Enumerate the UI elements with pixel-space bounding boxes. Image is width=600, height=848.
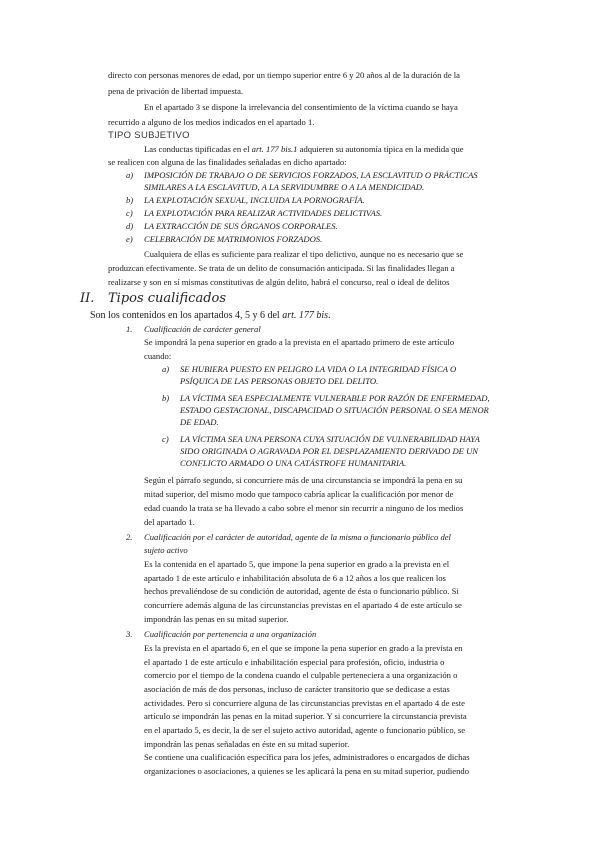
paragraph-line: organizaciones o asociaciones, a quienes se les aplicará la pena en su mitad superior, pudiendo <box>144 766 469 776</box>
list-item: PSÍQUICA DE LAS PERSONAS OBJETO DEL DELITO. <box>180 376 379 386</box>
item-title: Cualificación por pertenencia a una organización <box>144 629 317 639</box>
paragraph-line: Las conductas tipificadas en el art. 177 bis.1 adquieren su autonomía típica en la medida que <box>144 144 464 154</box>
list-item: DE EDAD. <box>180 417 219 427</box>
section-number: II. <box>80 291 95 306</box>
paragraph-line: concurriere además alguna de las circunstancias previstas en el apartado 4 de este artículo se <box>144 600 462 610</box>
paragraph-line: del apartado 1. <box>144 517 195 527</box>
paragraph-line: pena de privación de libertad impuesta. <box>108 86 244 96</box>
subheading-tipo-subjetivo: TIPO SUBJETIVO <box>108 130 190 141</box>
paragraph-line: en el apartado 5, es decir, la de ser el sujeto activo autoridad, agente o funcionario público, se <box>144 725 466 735</box>
item-number: 3. <box>126 629 133 639</box>
paragraph-line: Según el párrafo segundo, si concurriere más de una circunstancia se impondrá la pena en su <box>144 475 463 485</box>
paragraph-line: el apartado 1 de este artículo e inhabilitación especial para profesión, oficio, industria o <box>144 657 445 667</box>
paragraph-line: realizarse y son en sí mismas constitutivas de algún delito, habrá el concurso, real o ideal de delitos <box>108 277 450 287</box>
list-marker: c) <box>162 434 169 444</box>
paragraph-line: asociación de más de dos personas, incluso de carácter transitorio que se dedicase a estas <box>144 684 450 694</box>
paragraph-line: directo con personas menores de edad, por un tiempo superior entre 6 y 20 años al de la duración de la <box>108 70 460 80</box>
paragraph-line: cuando: <box>144 351 172 361</box>
list-marker: d) <box>126 221 134 231</box>
paragraph-line: En el apartado 3 se dispone la irrelevancia del consentimiento de la víctima cuando se haya <box>144 102 458 112</box>
item-title: sujeto activo <box>144 545 188 555</box>
list-marker: c) <box>126 208 133 218</box>
list-marker: b) <box>162 393 170 403</box>
list-item: CONFLICTO ARMADO O UNA CATÁSTROFE HUMANITARIA. <box>180 458 407 468</box>
paragraph-line: impondrán las penas señaladas en éste en su mitad superior. <box>144 739 350 749</box>
item-number: 2. <box>126 532 133 542</box>
list-item: SIDO ORIGINADA O AGRAVADA POR EL DESPLAZAMIENTO DERIVADO DE UN <box>180 446 479 456</box>
list-item: LA VÍCTIMA SEA UNA PERSONA CUYA SITUACIÓN DE VULNERABILIDAD HAYA <box>180 434 480 444</box>
paragraph-line: apartado 1 de este artículo e inhabilitación absoluta de 6 a 12 años a los que realicen los <box>144 573 446 583</box>
paragraph-line: produzcan efectivamente. Se trata de un delito de consumación anticipada. Si las finalidades llegan a <box>108 263 455 273</box>
list-marker: e) <box>126 234 133 244</box>
paragraph-line: actividades. Pero si concurriere alguna de las circunstancias previstas en el apartado 4 de este <box>144 698 465 708</box>
list-item: LA EXPLOTACIÓN PARA REALIZAR ACTIVIDADES DELICTIVAS. <box>144 208 383 218</box>
paragraph-line: artículo se impondrán las penas en la mitad superior. Y si concurriere la circunstancia prevista <box>144 711 467 721</box>
item-title: Cualificación de carácter general <box>144 324 261 334</box>
item-number: 1. <box>126 324 133 334</box>
list-item: ESTADO GESTACIONAL, DISCAPACIDAD O SITUACIÓN PERSONAL O SEA MENOR <box>180 405 489 415</box>
paragraph-line: Se contiene una cualificación específica para los jefes, administradores o encargados de dichas <box>144 752 470 762</box>
list-marker: a) <box>126 170 134 180</box>
list-item: LA EXTRACCIÓN DE SUS ÓRGANOS CORPORALES. <box>144 221 338 231</box>
paragraph-line: Se impondrá la pena superior en grado a la prevista en el apartado primero de este artículo <box>144 337 455 347</box>
article-reference: art. 177 bis <box>282 310 329 321</box>
paragraph-line: comercio por el tiempo de la condena cuando el culpable perteneciera a una organización o <box>144 670 458 680</box>
paragraph-line: Es la prevista en el apartado 6, en el que se impone la pena superior en grado a la prevista en <box>144 643 463 653</box>
list-item: SIMILARES A LA ESCLAVITUD, A LA SERVIDUMBRE O A LA MENDICIDAD. <box>144 182 425 192</box>
list-item: LA EXPLOTACIÓN SEXUAL, INCLUIDA LA PORNOGRAFÍA. <box>144 195 365 205</box>
item-title: Cualificación por el carácter de autoridad, agente de la misma o funcionario público del <box>144 532 451 542</box>
list-item: SE HUBIERA PUESTO EN PELIGRO LA VIDA O LA INTEGRIDAD FÍSICA O <box>180 364 457 374</box>
paragraph-line: hechos prevaliéndose de su condición de autoridad, agente de ésta o funcionario público. Si <box>144 586 459 596</box>
paragraph-line: impondrán las penas en su mitad superior. <box>144 614 289 624</box>
section-lead: Son los contenidos en los apartados 4, 5 y 6 del art. 177 bis. <box>90 310 331 321</box>
section-title: Tipos cualificados <box>108 291 227 306</box>
list-item: CELEBRACIÓN DE MATRIMONIOS FORZADOS. <box>144 234 323 244</box>
paragraph-line: Cualquiera de ellas es suficiente para realizar el tipo delictivo, aunque no es necesario que se <box>144 249 464 259</box>
paragraph-line: recurrido a alguno de los medios indicados en el apartado 1. <box>108 117 315 127</box>
article-reference: art. 177 bis.1 <box>251 144 298 154</box>
list-item: LA VÍCTIMA SEA ESPECIALMENTE VULNERABLE POR RAZÓN DE ENFERMEDAD, <box>180 393 490 403</box>
paragraph-line: mitad superior, del mismo modo que tampoco cabría aplicar la cualificación por menor de <box>144 489 454 499</box>
list-item: IMPOSICIÓN DE TRABAJO O DE SERVICIOS FORZADOS, LA ESCLAVITUD O PRÁCTICAS <box>144 170 478 180</box>
list-marker: a) <box>162 364 170 374</box>
paragraph-line: se realicen con alguna de las finalidades señaladas en dicho apartado: <box>108 157 347 167</box>
paragraph-line: Es la contenida en el apartado 5, que impone la pena superior en grado a la prevista en el <box>144 559 450 569</box>
paragraph-line: edad cuando la trata se ha llevado a cabo sobre el menor sin recurrir a ninguno de los medios <box>144 503 464 513</box>
list-marker: b) <box>126 195 134 205</box>
